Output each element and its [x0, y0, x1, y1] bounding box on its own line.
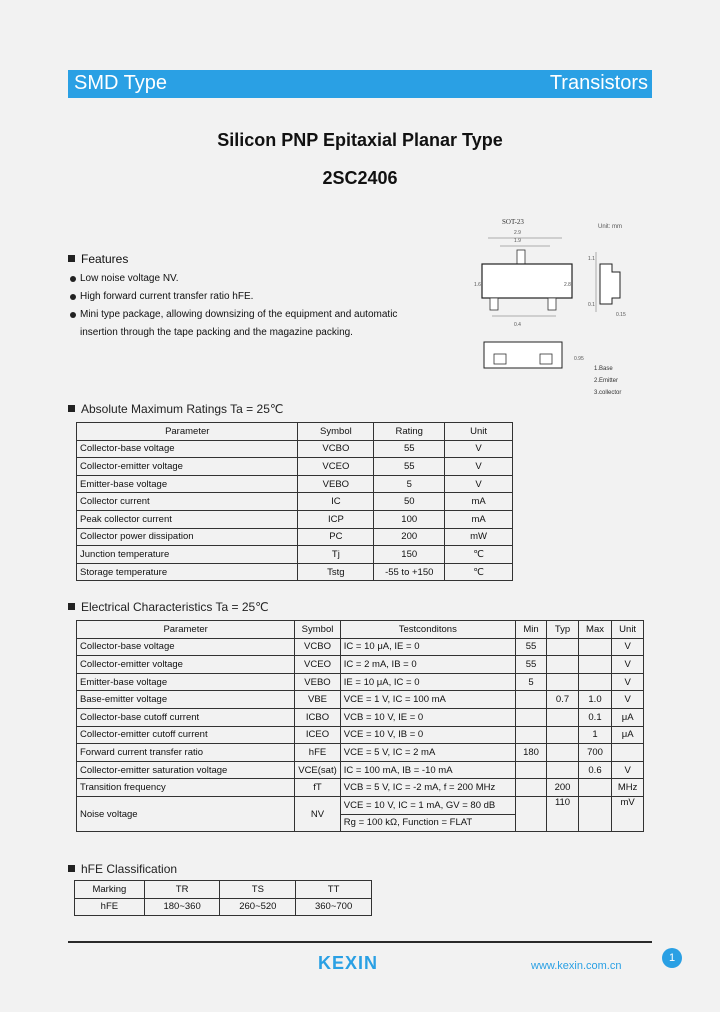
table-row: Collector-base cutoff current ICBO VCB = 10 V, IE = 0 0.1 μA: [77, 708, 644, 726]
pin-label: 2.Emitter: [594, 378, 619, 384]
table-row: Collector current IC 50 mA: [77, 493, 513, 511]
dim-label: 1.1: [588, 256, 595, 262]
table-row: Junction temperature Tj 150 ℃: [77, 546, 513, 564]
dim-label: 0.1: [588, 302, 595, 308]
package-name: SOT-23: [502, 218, 524, 226]
package-body: [482, 264, 572, 298]
table-row: Collector-base voltage VCBO IC = 10 μA, IE = 0 55 V: [77, 638, 644, 656]
table-row: Collector-emitter voltage VCEO 55 V: [77, 458, 513, 476]
header-category: Transistors: [549, 72, 648, 94]
dim-label: 0.15: [616, 312, 626, 318]
table-row: Collector power dissipation PC 200 mW: [77, 528, 513, 546]
table-row: Transition frequency fT VCB = 5 V, IC = -2 mA, f = 200 MHz 200 MHz: [77, 779, 644, 797]
bullet-square-icon: [68, 405, 75, 412]
dim-label: 2.8: [564, 282, 571, 288]
bullet-square-icon: [68, 603, 75, 610]
kexin-logo: KEXIN: [318, 953, 379, 973]
table-header-row: Marking TR TS TT: [75, 881, 372, 899]
table-row-noise: Noise voltage NV VCE = 10 V, IC = 1 mA, GV = 80 dB 110 mV: [77, 796, 644, 814]
dim-label: 1.9: [514, 238, 521, 244]
hfe-heading: hFE Classification: [68, 862, 177, 876]
table-row: Peak collector current ICP 100 mA: [77, 510, 513, 528]
features-heading: Features: [68, 252, 408, 266]
page-number-badge: 1: [662, 948, 682, 968]
bullet-dot-icon: [70, 312, 76, 318]
package-unit: Unit: mm: [598, 224, 622, 230]
website-link[interactable]: www.kexin.com.cn: [531, 960, 622, 972]
bullet-square-icon: [68, 865, 75, 872]
pin-label: 3.collector: [594, 390, 622, 396]
dim-label: 0.4: [514, 322, 521, 328]
table-row-noise-cont: Rg = 100 kΩ, Function = FLAT: [77, 814, 644, 832]
package-outline-drawing: [470, 212, 640, 402]
table-row: Storage temperature Tstg -55 to +150 ℃: [77, 563, 513, 581]
header-banner: [68, 70, 652, 98]
col-header: Rating: [374, 423, 445, 441]
feature-item: Low noise voltage NV.: [68, 270, 408, 288]
hfe-class-table: [74, 880, 372, 916]
table-row: Collector-emitter cutoff current ICEO VCE = 10 V, IB = 0 1 μA: [77, 726, 644, 744]
feature-continuation: insertion through the tape packing and the magazine packing.: [80, 327, 353, 338]
header-type: SMD Type: [74, 72, 167, 94]
table-row: Emitter-base voltage VEBO IE = 10 μA, IC = 0 5 V: [77, 673, 644, 691]
bullet-square-icon: [68, 255, 75, 262]
table-row: Collector-base voltage VCBO 55 V: [77, 440, 513, 458]
features-section: [68, 252, 408, 342]
pin-label: 1.Base: [594, 366, 613, 372]
abs-max-heading: Absolute Maximum Ratings Ta = 25℃: [68, 402, 283, 416]
footer-divider: [68, 941, 652, 943]
table-row: Collector-emitter saturation voltage VCE(sat) IC = 100 mA, IB = -10 mA 0.6 V: [77, 761, 644, 779]
feature-item: Mini type package, allowing downsizing of the equipment and automatic: [68, 306, 408, 324]
bullet-dot-icon: [70, 276, 76, 282]
abs-max-table: [76, 422, 513, 581]
col-header: Unit: [445, 423, 513, 441]
page-title: Silicon PNP Epitaxial Planar Type: [217, 130, 503, 150]
dim-label: 1.6: [474, 282, 481, 288]
table-row: Forward current transfer ratio hFE VCE = 5 V, IC = 2 mA 180 700: [77, 744, 644, 762]
col-header: Symbol: [298, 423, 374, 441]
table-row: hFE 180~360 260~520 360~700: [75, 898, 372, 916]
part-number: 2SC2406: [322, 168, 398, 188]
feature-item: High forward current transfer ratio hFE.: [68, 288, 408, 306]
dim-label: 2.9: [514, 230, 521, 236]
table-row: Emitter-base voltage VEBO 5 V: [77, 475, 513, 493]
dim-label: 0.95: [574, 356, 584, 362]
bullet-dot-icon: [70, 294, 76, 300]
table-row: Base-emitter voltage VBE VCE = 1 V, IC = 100 mA 0.7 1.0 V: [77, 691, 644, 709]
table-header-row: Parameter Symbol Testconditons Min Typ Max Unit: [77, 621, 644, 639]
col-header: Parameter: [77, 423, 298, 441]
elec-heading: Electrical Characteristics Ta = 25℃: [68, 600, 269, 614]
elec-char-table: [76, 620, 644, 832]
table-header-row: [77, 423, 513, 441]
table-row: Collector-emitter voltage VCEO IC = 2 mA, IB = 0 55 V: [77, 656, 644, 674]
